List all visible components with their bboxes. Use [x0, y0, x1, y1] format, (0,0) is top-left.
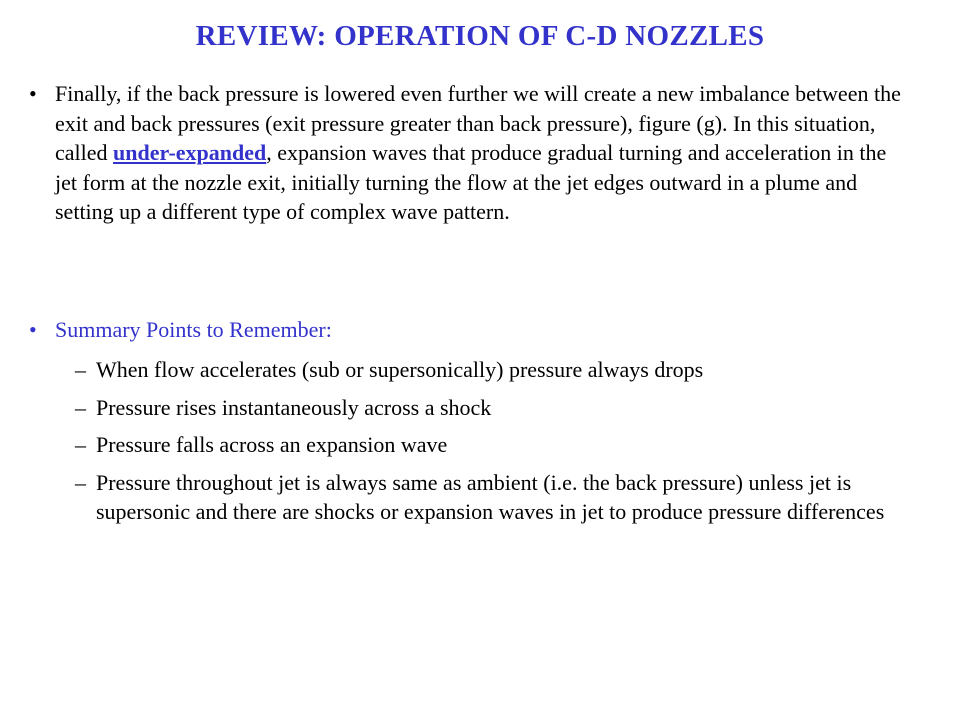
slide-title: REVIEW: OPERATION OF C-D NOZZLES: [195, 20, 765, 52]
summary-point-text: Pressure throughout jet is always same as ambient (i.e. the back pressure) unless jet is supersonic and there are shocks or expansion waves in jet to produce pressure differences: [96, 469, 885, 524]
summary-point: [75, 468, 935, 527]
summary-point-marker: –: [75, 394, 86, 420]
summary-point-text: Pressure falls across an expansion wave: [96, 432, 448, 457]
bullet-marker: •: [29, 317, 37, 342]
bullet-text-before: Finally, if the back pressure is lowered even further we will create a new imbalance between the exit and back pressures (exit pressure greater than back pressure), figure (g). In this situation, called: [55, 81, 901, 165]
bullet-marker: •: [29, 81, 37, 106]
bullet-under-expanded: [29, 79, 909, 227]
summary-heading: Summary Points to Remember:: [55, 317, 332, 342]
summary-point: [75, 393, 935, 423]
summary-point: [75, 355, 935, 385]
summary-point-text: When flow accelerates (sub or supersonically) pressure always drops: [96, 357, 704, 382]
summary-points-list: [75, 355, 935, 535]
summary-point-marker: –: [75, 432, 86, 457]
summary-point: [75, 430, 935, 460]
summary-point-marker: –: [75, 469, 86, 495]
bullet-summary-heading: [29, 315, 909, 345]
summary-point-text: Pressure rises instantaneously across a shock: [96, 394, 492, 420]
summary-point-marker: –: [75, 357, 86, 382]
under-expanded-link[interactable]: under-expanded: [113, 140, 267, 165]
bullet-text: [55, 79, 909, 227]
bullet-text-after: , expansion waves that produce gradual turning and acceleration in the jet form at the nozzle exit, initially turning the flow at the jet edges outward in a plume and setting up a different type of complex wave pattern.: [55, 140, 887, 224]
